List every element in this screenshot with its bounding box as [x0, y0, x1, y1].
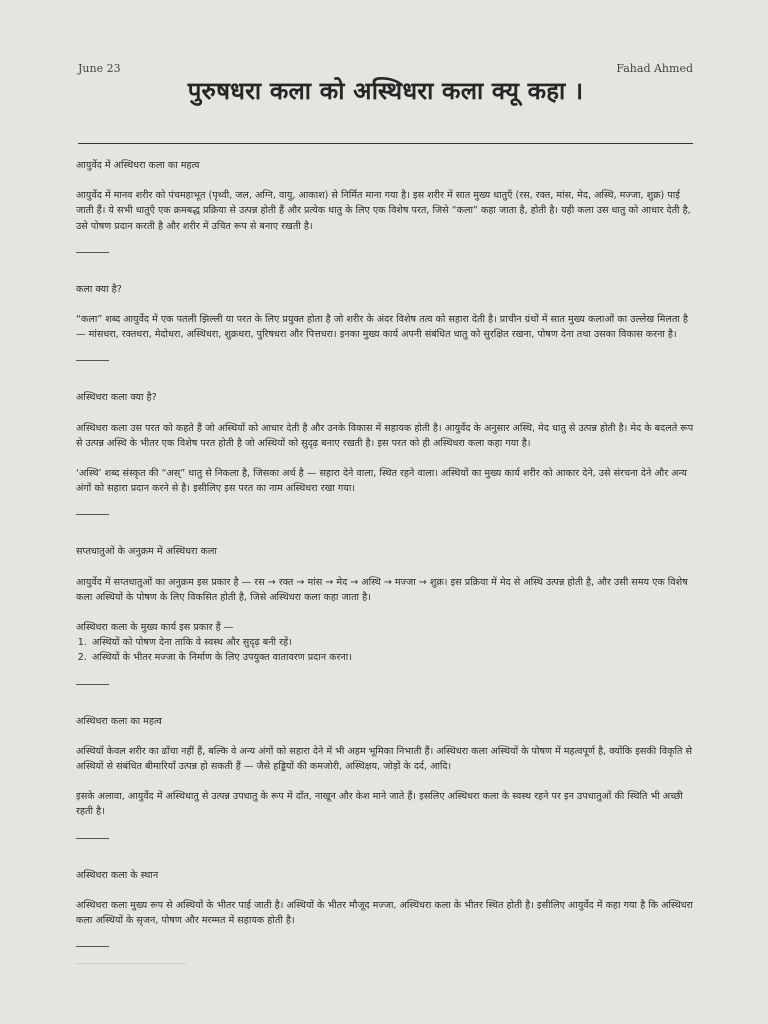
- paragraph: आयुर्वेद में सप्तधातुओं का अनुक्रम इस प्रकार है — रस → रक्त → मांस → मेद → अस्थि → मज्जा → शुक्र। इस प्रक्रिया में मेद से अस्थि उत्पन्न होती है, और उसी समय एक विशेष कला अस्थियों के पोषण के लिए विकसित होती है, जिसे अस्थिधरा कला कहा जाता है।: [76, 576, 688, 603]
- post-date: June 23: [78, 62, 121, 75]
- list-item: 2. अस्थियों के भीतर मज्जा के निर्माण के लिए उपयुक्त वातावरण प्रदान करना।: [90, 650, 695, 665]
- functions-list: [76, 635, 695, 665]
- section-heading: अस्थिधरा कला का महत्व: [76, 715, 162, 727]
- paragraph: ‘अस्थि’ शब्द संस्कृत की “अस्” धातु से निकला है, जिसका अर्थ है — सहारा देने वाला, स्थित रहने वाला। अस्थियों का मुख्य कार्य शरीर को आकार देने, उसे संरचना देने और अन्य अंगों को सहारा प्रदान करने से है। इसीलिए इस परत का नाम अस्थिधरा रखा गया।: [76, 468, 687, 495]
- footer-faint-line: [76, 963, 186, 964]
- author-name: Fahad Ahmed: [616, 62, 693, 75]
- section-separator: [76, 514, 109, 515]
- list-intro: अस्थिधरा कला के मुख्य कार्य इस प्रकार हैं —: [76, 622, 234, 634]
- section-heading: अस्थिधरा कला क्या है?: [76, 392, 157, 404]
- paragraph: अस्थिधरा कला उस परत को कहते हैं जो अस्थियों को आधार देती है और उनके विकास में सहायक होती है। आयुर्वेद के अनुसार अस्थि, मेद धातु से उत्पन्न होती है। मेद के बदलते रूप से उत्पन्न अस्थि के भीतर एक विशेष परत होती है जो अस्थियों को सुदृढ़ बनाए रखती है। इस परत को ही अस्थिधरा कला कहा गया है।: [76, 422, 694, 449]
- title-divider: [78, 143, 693, 144]
- section-separator: [76, 684, 109, 685]
- section-heading: आयुर्वेद में अस्थिधरा कला का महत्व: [76, 160, 200, 171]
- paragraph: अस्थियाँ केवल शरीर का ढाँचा नहीं हैं, बल्कि वे अन्य अंगों को सहारा देने में भी अहम भूमिका निभाती हैं। अस्थिधरा कला अस्थियों के पोषण में महत्वपूर्ण है, क्योंकि इसकी विकृति से अस्थियों से संबंधित बीमारियाँ उत्पन्न हो सकती हैं — जैसे हड्डियों की कमजोरी, अस्थिक्षय, जोड़ों के दर्द, आदि।: [76, 745, 692, 773]
- section-separator: [76, 946, 109, 947]
- list-item: 1. अस्थियों को पोषण देना ताकि वे स्वस्थ और सुदृढ़ बनी रहें।: [90, 635, 695, 650]
- section-heading: कला क्या है?: [76, 283, 122, 295]
- section-heading: सप्तधातुओं के अनुक्रम में अस्थिधरा कला: [76, 546, 217, 558]
- section-separator: [76, 252, 109, 253]
- article-body: [76, 158, 695, 964]
- section-separator: [76, 838, 109, 839]
- section-heading: अस्थिधरा कला के स्थान: [76, 869, 159, 881]
- page-title: पुरुषधरा कला को अस्थिधरा कला क्यू कहा ।: [187, 77, 584, 105]
- paragraph: इसके अलावा, आयुर्वेद में अस्थिधातु से उत्पन्न उपधातु के रूप में दाँत, नाखून और केश माने जाते हैं। इसलिए अस्थिधरा कला के स्वस्थ रहने पर इन उपधातुओं की स्थिति भी अच्छी रहती है।: [76, 791, 683, 818]
- paragraph: आयुर्वेद में मानव शरीर को पंचमहाभूत (पृथ्वी, जल, अग्नि, वायु, आकाश) से निर्मित माना गया है। इस शरीर में सात मुख्य धातुएँ (रस, रक्त, मांस, मेद, अस्थि, मज्जा, शुक्र) पाई जाती हैं। ये सभी धातुएँ एक क्रमबद्ध प्रक्रिया से उत्पन्न होती हैं और प्रत्येक धातु के लिए एक विशेष परत, जिसे “कला” कहा जाता है, होती है। यही कला उस धातु को आधार देती है, उसे पोषण प्रदान करती है और शरीर में उचित रूप से बनाए रखती है।: [76, 190, 691, 232]
- paragraph: अस्थिधरा कला मुख्य रूप से अस्थियों के भीतर पाई जाती है। अस्थियों के भीतर मौजूद मज्जा, अस्थिधरा कला के भीतर स्थित होती है। इसीलिए आयुर्वेद में कहा गया है कि अस्थिधरा कला अस्थियों के सृजन, पोषण और मरम्मत में सहायक होती है।: [76, 899, 693, 927]
- paragraph: “कला” शब्द आयुर्वेद में एक पतली झिल्ली या परत के लिए प्रयुक्त होता है जो शरीर के अंदर विशेष तत्व को सहारा देती है। प्राचीन ग्रंथों में सात मुख्य कलाओं का उल्लेख मिलता है — मांसधरा, रक्तधरा, मेदोधरा, अस्थिधरा, शुक्रधरा, पुरिषधरा और पित्तधरा। इनका मुख्य कार्य अपनी संबंधित धातु को सुरक्षित रखना, पोषण देना तथा उसका विकास करना है।: [76, 314, 688, 341]
- section-separator: [76, 360, 109, 361]
